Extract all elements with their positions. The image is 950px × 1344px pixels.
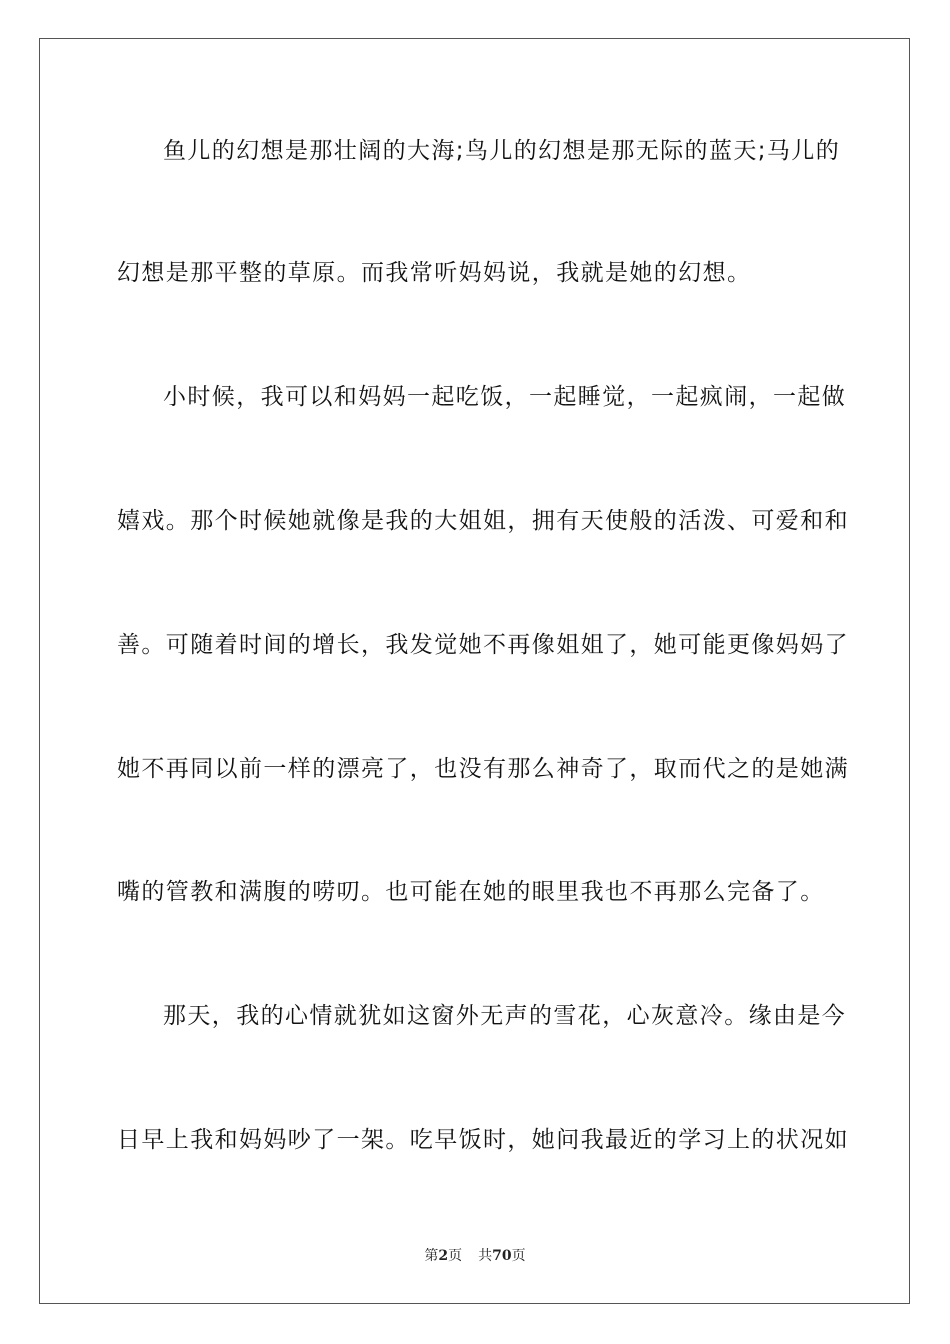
total-suffix: 页 (511, 1248, 526, 1264)
text-line-1: 鱼儿的幻想是那壮阔的大海;鸟儿的幻想是那无际的蓝天;马儿的 (163, 138, 841, 164)
text-line-7: 嘴的管教和满腹的唠叨。也可能在她的眼里我也不再那么完备了。 (117, 879, 825, 905)
page-suffix: 页 (448, 1248, 463, 1264)
text-line-4: 嬉戏。那个时候她就像是我的大姐姐，拥有天使般的活泼、可爱和和 (117, 508, 849, 534)
text-line-3: 小时候，我可以和妈妈一起吃饭，一起睡觉，一起疯闹，一起做 (163, 384, 847, 410)
text-line-5: 善。可随着时间的增长，我发觉她不再像姐姐了，她可能更像妈妈了 (117, 632, 849, 658)
text-line-6: 她不再同以前一样的漂亮了，也没有那么神奇了，取而代之的是她满 (117, 756, 849, 782)
total-prefix: 共 (478, 1248, 493, 1264)
text-line-8: 那天，我的心情就犹如这窗外无声的雪花，心灰意冷。缘由是今 (163, 1003, 847, 1029)
page-frame (39, 38, 910, 1304)
page-number: 2 (438, 1248, 449, 1264)
page-footer (0, 1247, 950, 1265)
page-prefix: 第 (424, 1248, 439, 1264)
text-line-2: 幻想是那平整的草原。而我常听妈妈说，我就是她的幻想。 (117, 260, 752, 286)
total-pages: 70 (492, 1248, 512, 1264)
text-line-9: 日早上我和妈妈吵了一架。吃早饭时，她问我最近的学习上的状况如 (117, 1127, 849, 1153)
